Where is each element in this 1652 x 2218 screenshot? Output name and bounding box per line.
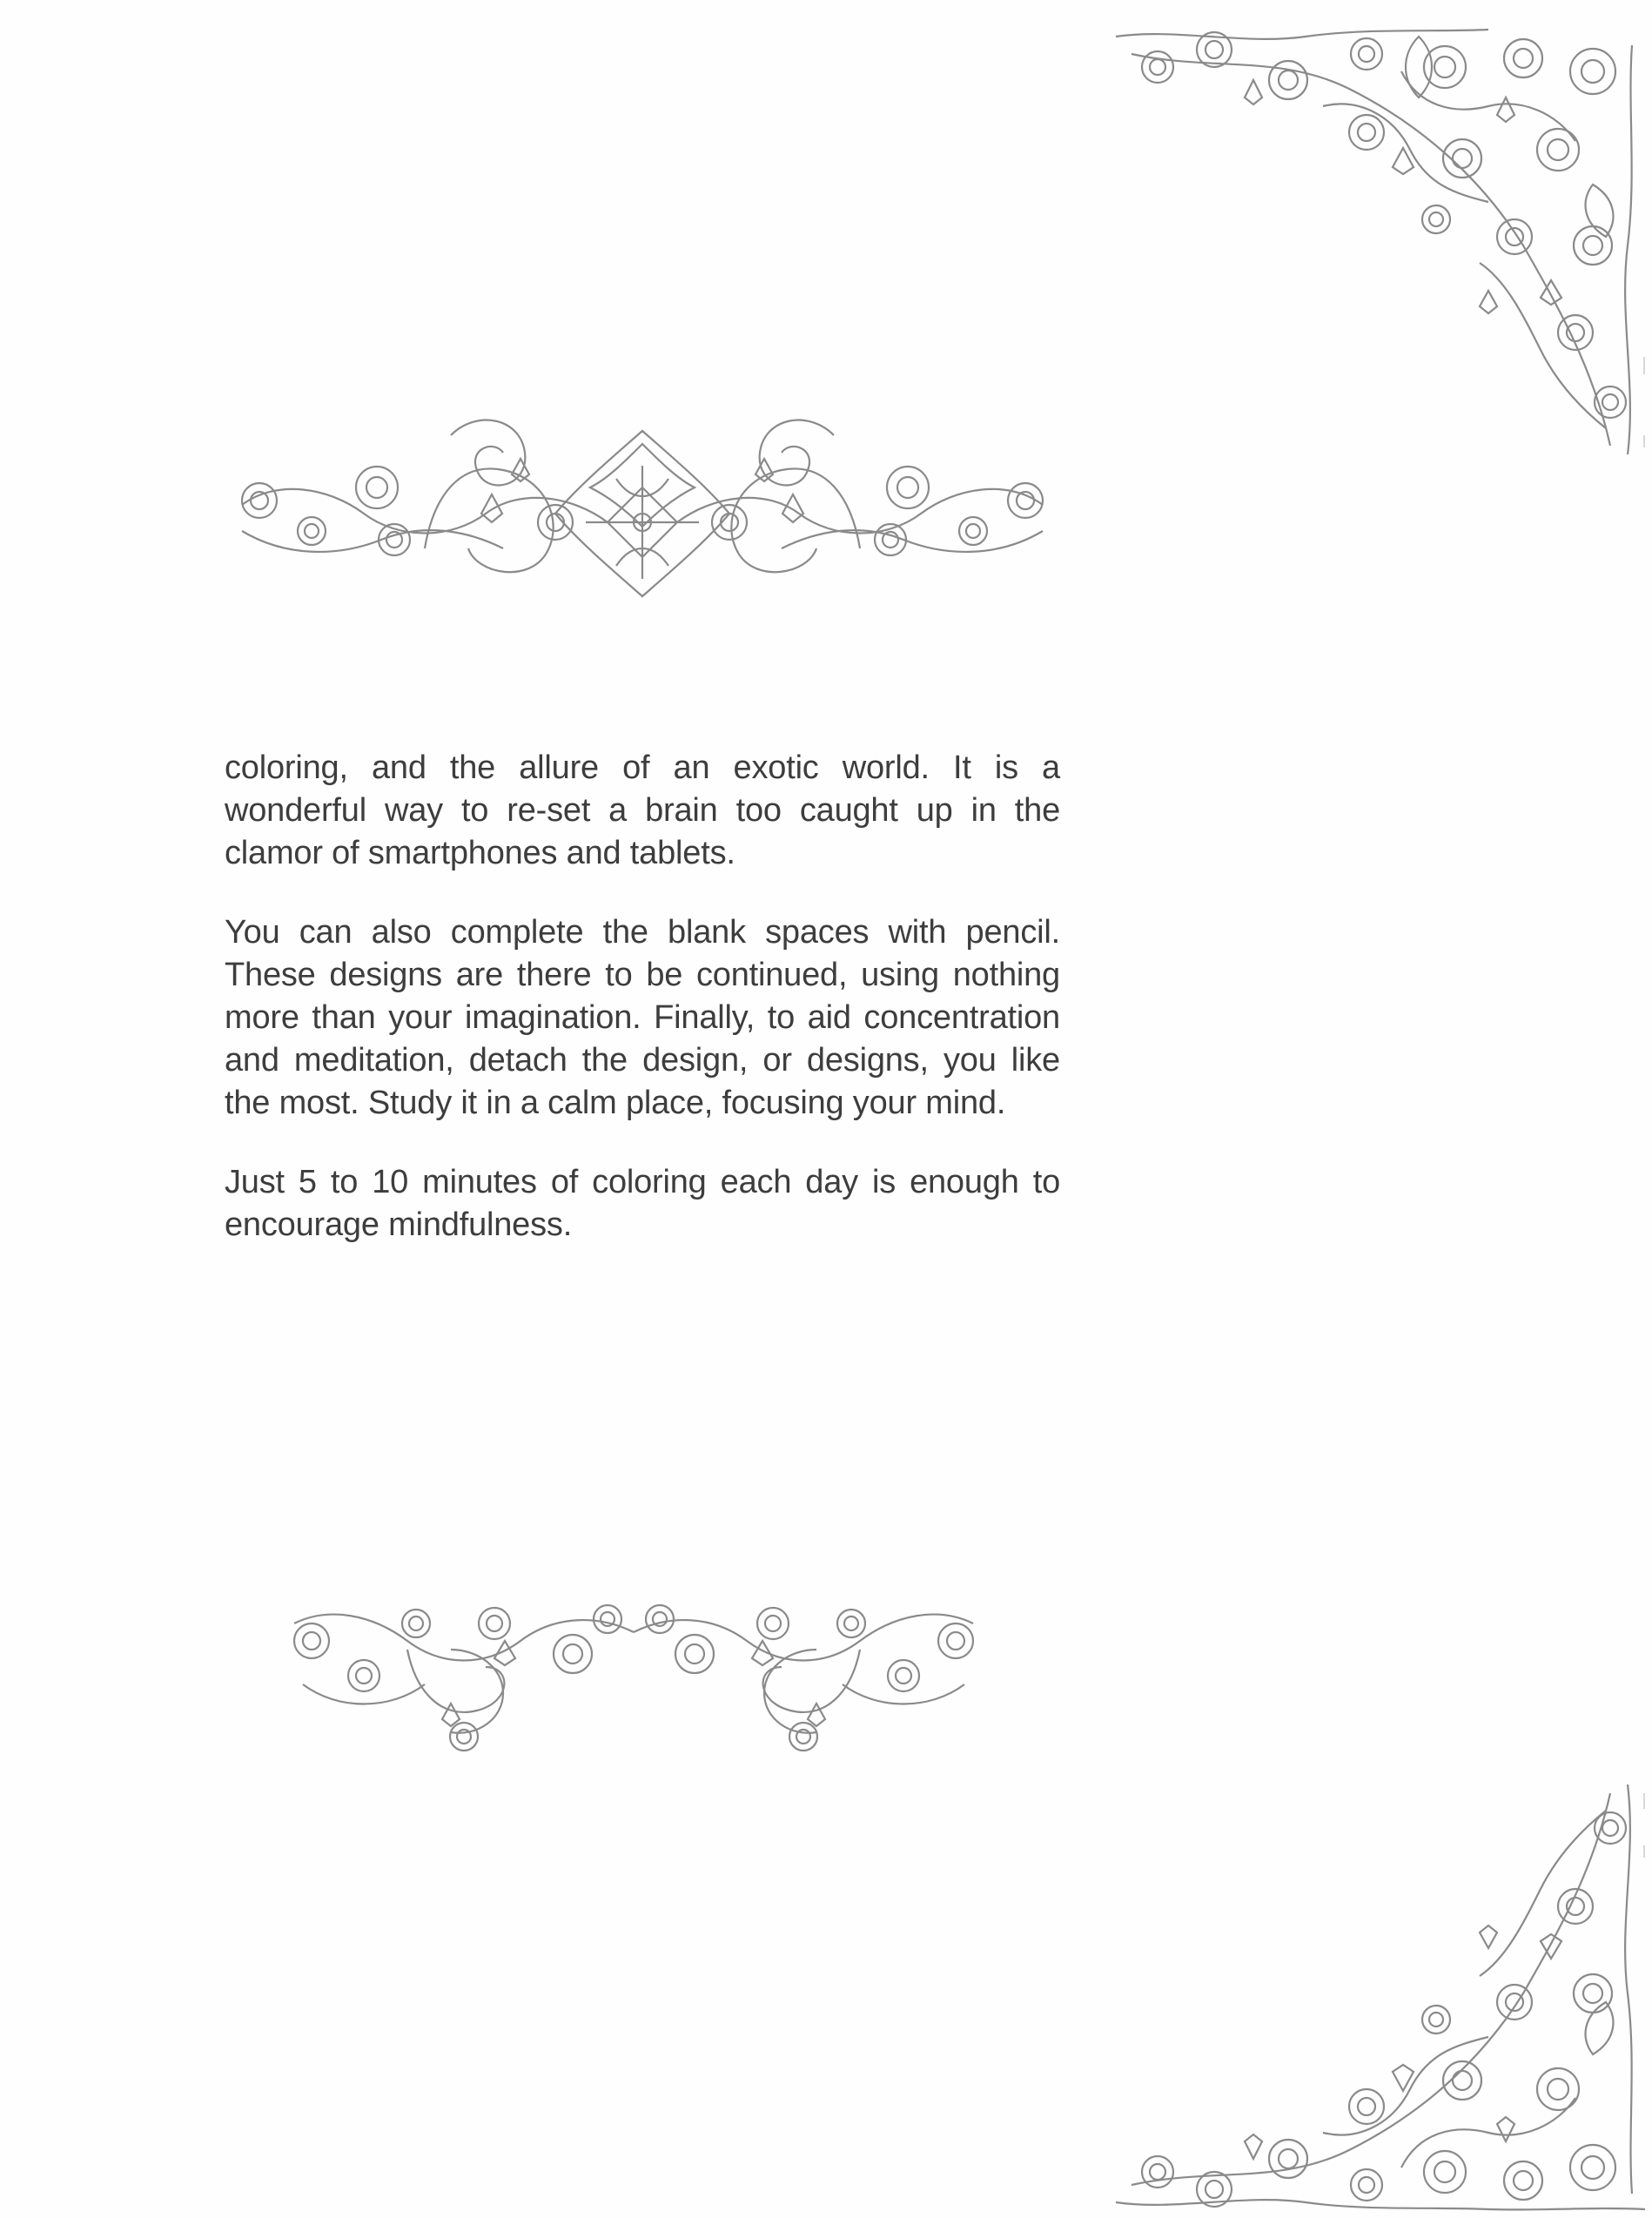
paragraph-1: coloring, and the allure of an exotic world. It is a wonderful way to re-set a brain too caught up in the clamor of smartphones and tablets. <box>225 749 1060 871</box>
scan-mark <box>1643 435 1645 447</box>
paragraph-2: You can also complete the blank spaces with pencil. These designs are there to be continued, using nothing more than your imagination. Finally, to aid concentration and meditation, detach the design, or designs, you like the most. Study it in a calm place, focusing your mind. <box>225 914 1060 1121</box>
paragraph-3: Just 5 to 10 minutes of coloring each day is enough to encourage mindfulness. <box>225 1164 1060 1243</box>
scan-mark <box>1643 1793 1645 1809</box>
corner-ornament-bottom-right-icon <box>1105 1776 1652 2218</box>
top-divider-ornament-icon <box>225 409 1060 627</box>
scan-mark <box>1643 1845 1645 1858</box>
bottom-divider-ornament-icon <box>277 1589 991 1763</box>
body-text-block <box>225 747 1060 1283</box>
scan-mark <box>1643 357 1645 374</box>
corner-ornament-top-right-icon <box>1105 19 1652 463</box>
